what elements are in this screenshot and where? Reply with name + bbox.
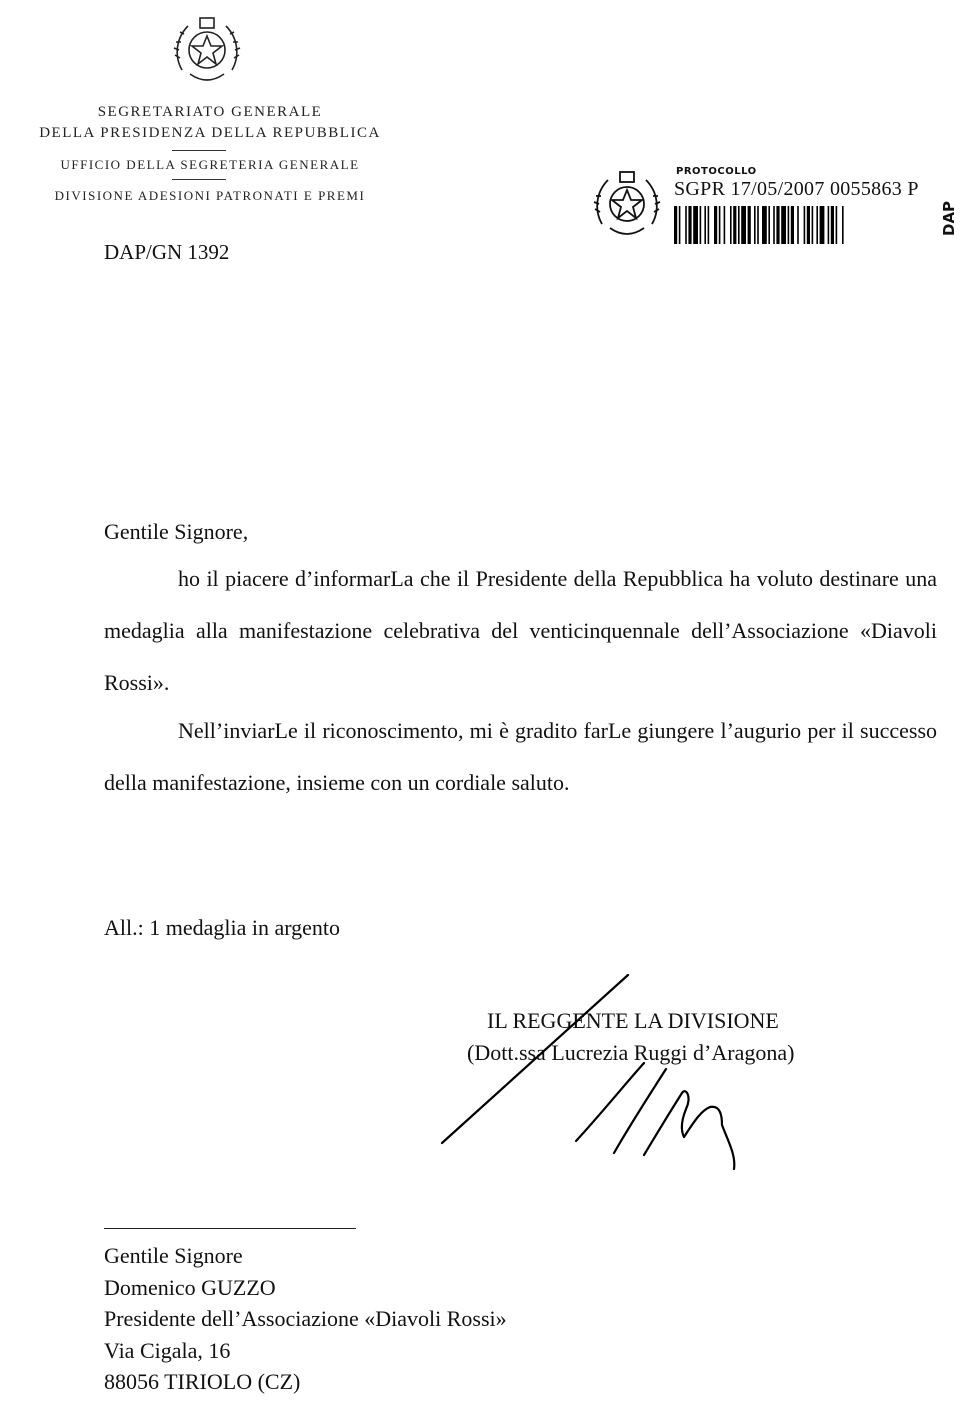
barcode-bar bbox=[679, 206, 681, 244]
barcode-bar bbox=[812, 206, 814, 244]
barcode-bar bbox=[762, 206, 767, 244]
recipient-line: Domenico GUZZO bbox=[104, 1274, 276, 1300]
barcode-bar bbox=[807, 206, 810, 244]
italian-republic-emblem-icon bbox=[170, 12, 244, 92]
recipient-line: Presidente dell’Associazione «Diavoli Rossi» bbox=[104, 1306, 507, 1331]
recipient-line: 88056 TIRIOLO (CZ) bbox=[104, 1369, 301, 1394]
divider bbox=[172, 179, 226, 180]
barcode-bar bbox=[842, 206, 844, 244]
barcode-bar bbox=[828, 206, 830, 244]
recipient-address bbox=[104, 1240, 507, 1398]
letterhead-line: UFFICIO DELLA SEGRETERIA GENERALE bbox=[60, 157, 360, 172]
barcode-bar bbox=[816, 206, 818, 244]
barcode-bar bbox=[704, 206, 706, 244]
barcode-bar bbox=[781, 206, 786, 244]
barcode-bar bbox=[719, 206, 721, 244]
barcode-bar bbox=[804, 206, 806, 244]
body-paragraph: ho il piacere d’informarLa che il Presidente della Repubblica ha voluto destinare una medaglia alla manifestazione celebrativa del venticinquennale dell’Associazione «Diavoli Rossi». bbox=[104, 566, 937, 695]
enclosure-note: All.: 1 medaglia in argento bbox=[104, 915, 341, 940]
barcode-bar bbox=[733, 206, 736, 244]
barcode-bar bbox=[797, 206, 799, 244]
salutation: Gentile Signore, bbox=[104, 519, 249, 544]
handwritten-signature bbox=[430, 965, 760, 1175]
barcode-bar bbox=[724, 206, 726, 244]
barcode-bar bbox=[820, 206, 825, 244]
protocol-number: SGPR 17/05/2007 0055863 P bbox=[674, 178, 919, 200]
divider bbox=[172, 150, 226, 151]
barcode-bar bbox=[700, 206, 702, 244]
protocol-side-code: DAP bbox=[940, 200, 958, 236]
barcode-bar bbox=[741, 206, 746, 244]
barcode-bar bbox=[730, 206, 732, 244]
letterhead-line: SEGRETARIATO GENERALE bbox=[97, 104, 323, 120]
barcode-bar bbox=[754, 206, 756, 244]
barcode-bar bbox=[788, 206, 790, 244]
barcode-bar bbox=[773, 206, 775, 244]
barcode-bar bbox=[738, 206, 740, 244]
recipient-line: Gentile Signore bbox=[104, 1243, 243, 1268]
barcode-bar bbox=[776, 206, 779, 244]
letterhead-line: DIVISIONE ADESIONI PATRONATI E PREMI bbox=[54, 188, 366, 203]
barcode-bar bbox=[674, 206, 677, 244]
signatory-title: IL REGGENTE LA DIVISIONE bbox=[487, 1008, 779, 1033]
barcode-bar bbox=[693, 206, 698, 244]
barcode-bar bbox=[714, 206, 717, 244]
barcode-bar bbox=[831, 206, 834, 244]
barcode-bar bbox=[791, 206, 794, 244]
barcode-bar bbox=[708, 206, 710, 244]
barcode-icon bbox=[674, 206, 942, 244]
protocol-label: PROTOCOLLO bbox=[676, 166, 757, 177]
italian-republic-emblem-icon bbox=[592, 168, 662, 244]
reference-number: DAP/GN 1392 bbox=[104, 240, 230, 264]
barcode-bar bbox=[748, 206, 751, 244]
barcode-bar bbox=[836, 206, 838, 244]
divider bbox=[104, 1228, 356, 1229]
barcode-bar bbox=[688, 206, 691, 244]
body-paragraph: Nell’inviarLe il riconoscimento, mi è gradito farLe giungere l’augurio per il successo della manifestazione, insieme con un cordiale saluto. bbox=[104, 718, 937, 795]
letterhead-line: DELLA PRESIDENZA DELLA REPUBBLICA bbox=[39, 125, 381, 141]
barcode-bar bbox=[685, 206, 687, 244]
recipient-line: Via Cigala, 16 bbox=[104, 1337, 231, 1363]
barcode-bar bbox=[757, 206, 759, 244]
signatory-name: (Dott.ssa Lucrezia Ruggi d’Aragona) bbox=[467, 1040, 795, 1065]
barcode-bar bbox=[768, 206, 770, 244]
